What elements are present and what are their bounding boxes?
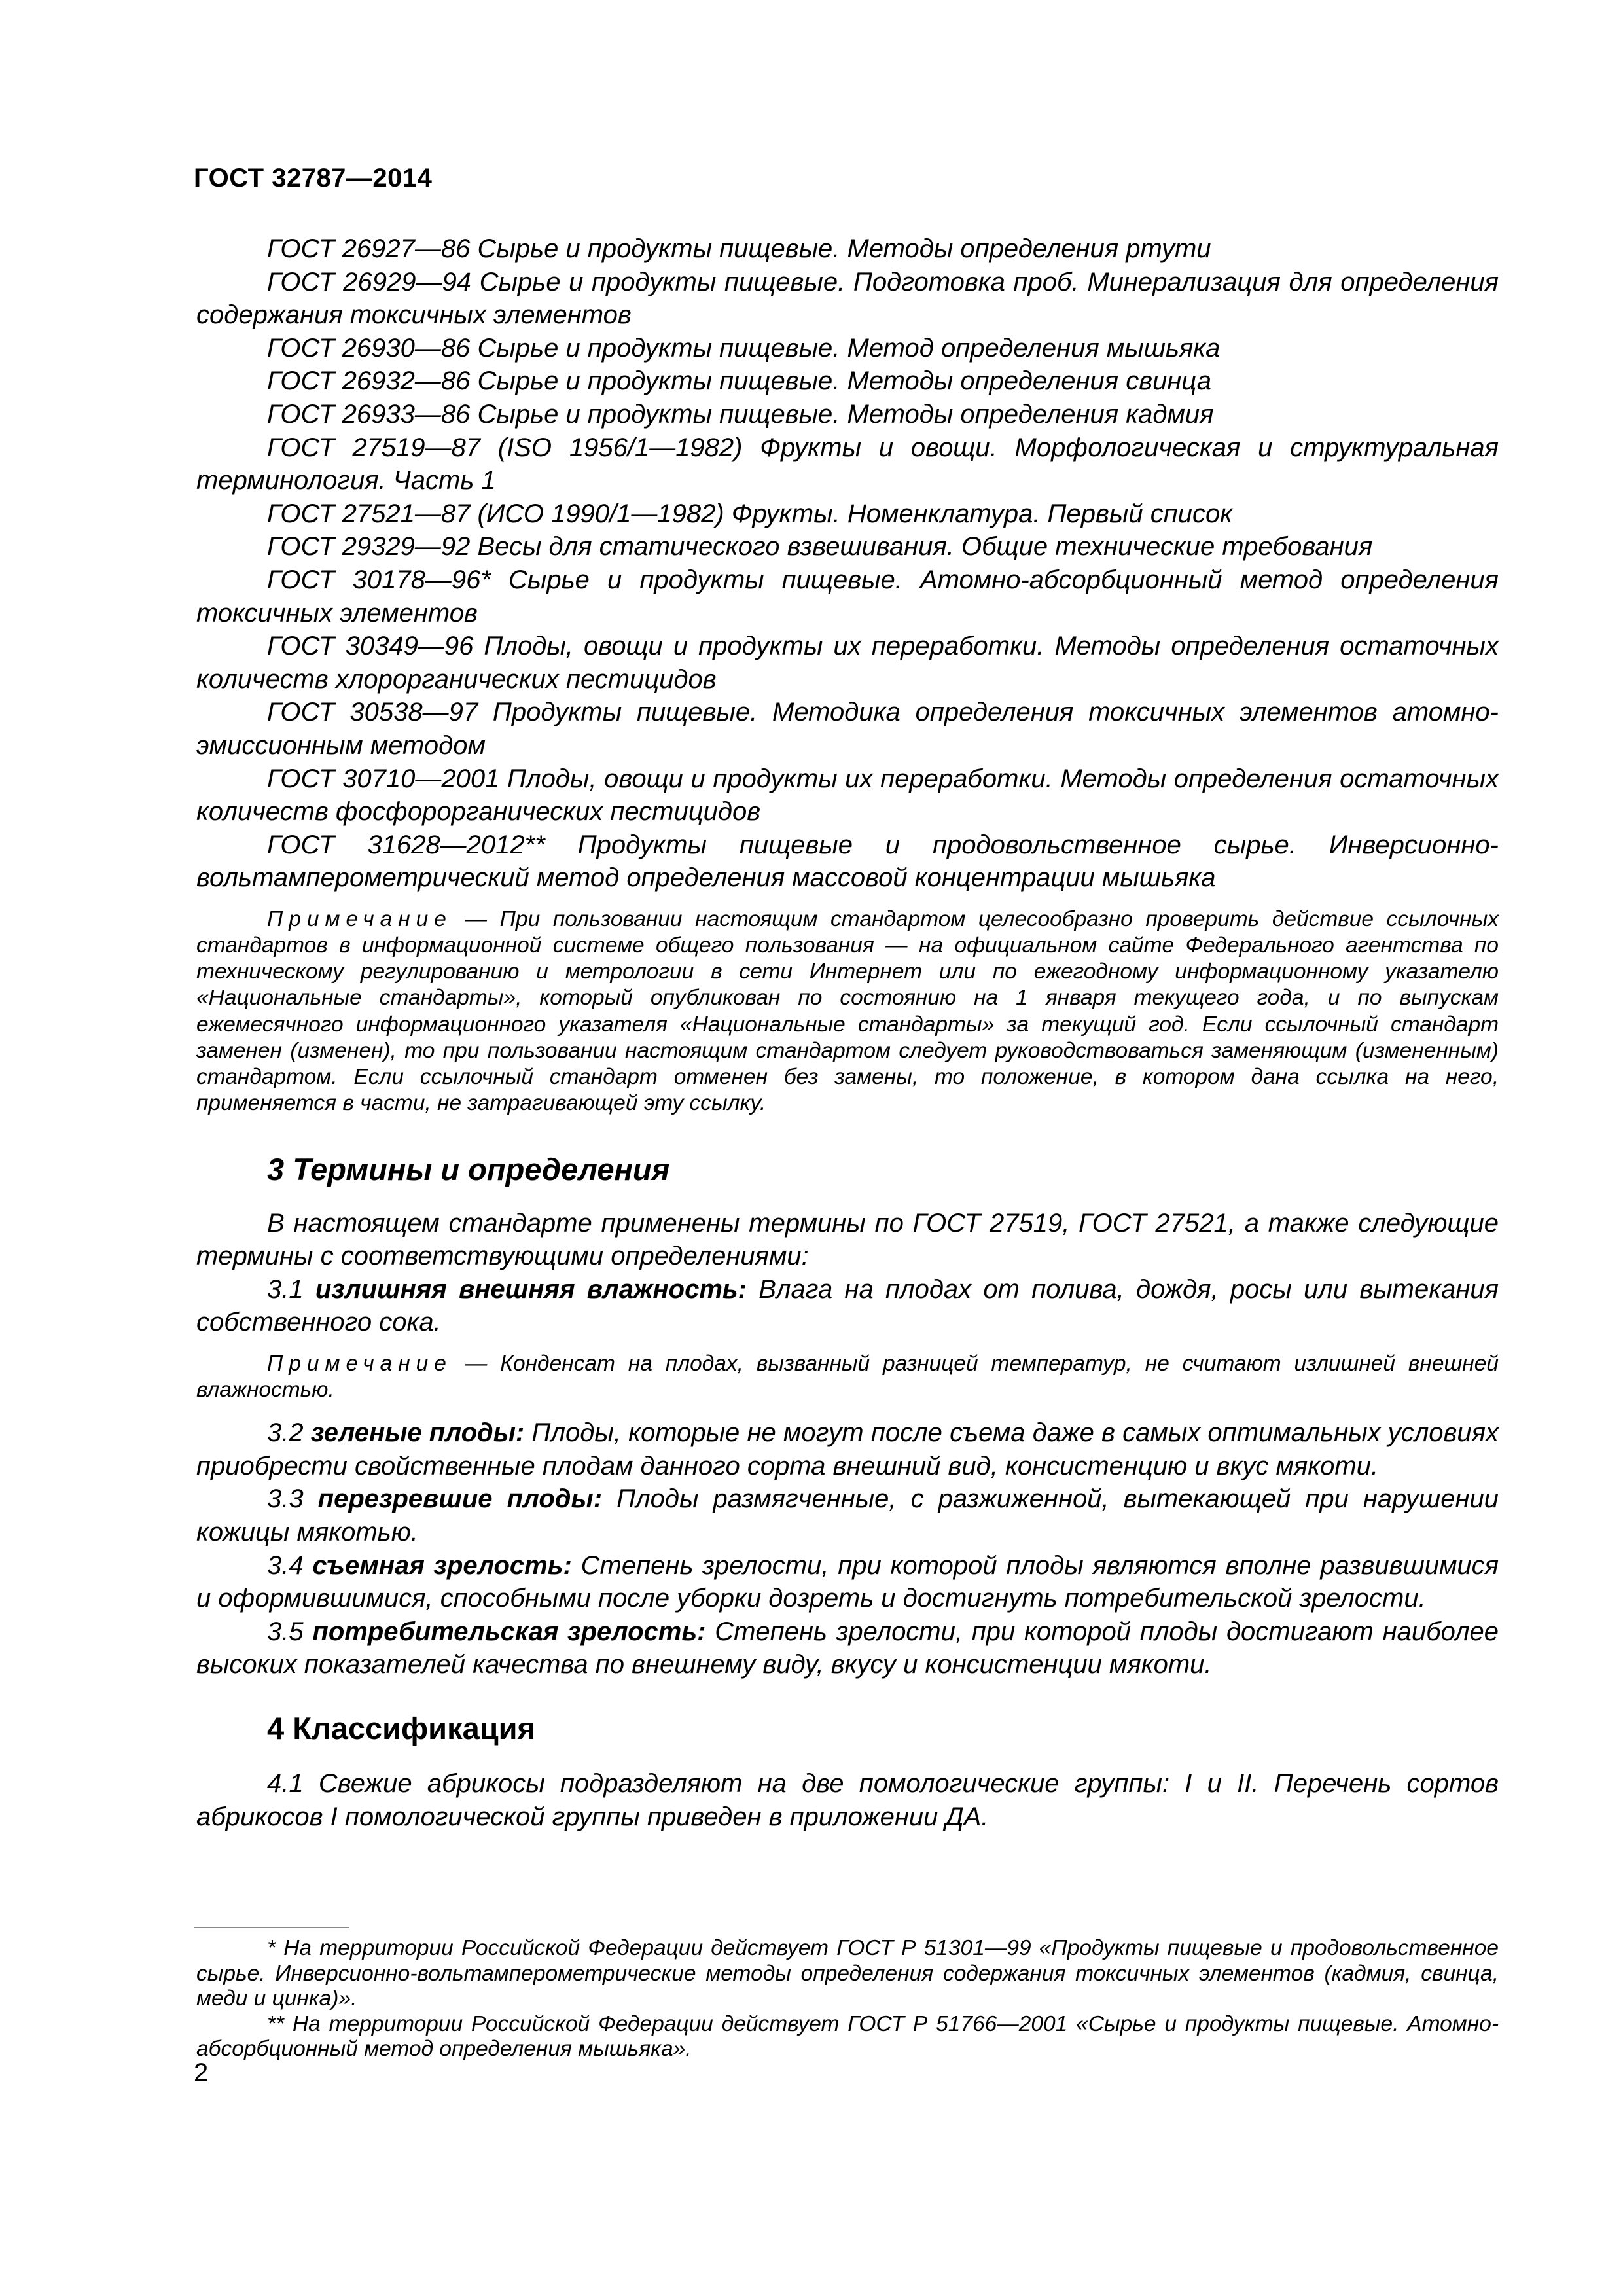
reference-item: ГОСТ 27521—87 (ИСО 1990/1—1982) Фрукты. Номенклатура. Первый список <box>267 499 1233 528</box>
footnotes <box>196 1936 1499 2062</box>
term-number: 3.1 <box>267 1274 315 1304</box>
reference-note <box>196 906 1499 1117</box>
reference-item: ГОСТ 30710—2001 Плоды, овощи и продукты их переработки. Методы определения остаточных количеств фосфорорганических пестицидов <box>196 764 1499 827</box>
term-item-3-4 <box>196 1549 1499 1615</box>
reference-item: ГОСТ 26927—86 Сырье и продукты пищевые. Методы определения ртути <box>267 234 1211 263</box>
term-name: излишняя внешняя влажность: <box>315 1274 747 1304</box>
reference-item: ГОСТ 26930—86 Сырье и продукты пищевые. Метод определения мышьяка <box>267 333 1221 363</box>
section-3-heading: 3 Термины и определения <box>267 1151 670 1187</box>
reference-item: ГОСТ 31628—2012** Продукты пищевые и продовольственное сырье. Инверсионно-вольтамперометрический метод определения массовой концентрации мышьяка <box>196 830 1499 893</box>
term-name: перезревшие плоды: <box>317 1484 603 1514</box>
term-definition: Плоды размягченные, с разжиженной, вытекающей при нарушении кожицы мякотью. <box>196 1484 1499 1547</box>
page-number: 2 <box>194 2058 209 2087</box>
term-item-3-2 <box>196 1416 1499 1482</box>
footnote-item: ** На территории Российской Федерации действует ГОСТ Р 51766—2001 «Сырье и продукты пищевые. Атомно-абсорбционный метод определения мышьяка». <box>196 2011 1499 2061</box>
term-number: 3.4 <box>267 1551 313 1580</box>
note-text: — При пользовании настоящим стандартом целесообразно проверить действие ссылочных стандартов в информационной системе общего пользования — на официальном сайте Федерального агентства по техническому регулированию и метрологии в сети Интернет или по ежегодному информационному указателю «Национальные стандарты», который опубликован по состоянию на 1 января текущего года, и по выпускам ежемесячного информационного указателя «Национальные стандарты» за текущий год. Если ссылочный стандарт заменен (изменен), то при пользовании настоящим стандартом следует руководствоваться заменяющим (измененным) стандартом. Если ссылочный стандарт отменен без замены, то положение, в котором дана ссылка на него, применяется в части, не затрагивающей эту ссылку. <box>196 906 1499 1116</box>
term-name: потребительская зрелость: <box>312 1617 706 1646</box>
document-body <box>196 232 1499 1833</box>
note-label: Примечание <box>267 1351 452 1376</box>
note-label: Примечание <box>267 906 452 931</box>
term-definition: Плоды, которые не могут после съема даже в самых оптимальных условиях приобрести свойственные плодам данного сорта внешний вид, консистенцию и вкус мякоти. <box>196 1418 1499 1480</box>
term-note <box>196 1351 1499 1403</box>
term-definition: Степень зрелости, при которой плоды достигают наиболее высоких показателей качества по внешнему виду, вкусу и консистенции мякоти. <box>196 1617 1499 1679</box>
section-4-paragraph: 4.1 Свежие абрикосы подразделяют на две помологические группы: I и II. Перечень сортов абрикосов I помологической группы приведен в приложении ДА. <box>196 1769 1499 1831</box>
note-text: — Конденсат на плодах, вызванный разницей температур, не считают излишней внешней влажностью. <box>196 1351 1499 1403</box>
term-definition: Степень зрелости, при которой плоды являются вполне развившимися и оформившимися, способными после уборки дозреть и достигнуть потребительской зрелости. <box>196 1551 1499 1613</box>
reference-item: ГОСТ 30178—96* Сырье и продукты пищевые. Атомно-абсорбционный метод определения токсичных элементов <box>196 565 1499 628</box>
footnote-separator <box>194 1927 349 1928</box>
section-3-intro: В настоящем стандарте применены термины по ГОСТ 27519, ГОСТ 27521, а также следующие термины с соответствующими определениями: <box>196 1208 1499 1271</box>
reference-item: ГОСТ 26933—86 Сырье и продукты пищевые. Методы определения кадмия <box>267 399 1214 429</box>
reference-item: ГОСТ 29329—92 Весы для статического взвешивания. Общие технические требования <box>267 532 1373 562</box>
footnote-item: * На территории Российской Федерации действует ГОСТ Р 51301—99 «Продукты пищевые и продовольственное сырье. Инверсионно-вольтамперометрические методы определения содержания токсичных элементов (кадмия, свинца, меди и цинка)». <box>196 1936 1499 2011</box>
reference-item: ГОСТ 30349—96 Плоды, овощи и продукты их переработки. Методы определения остаточных количеств хлорорганических пестицидов <box>196 632 1499 694</box>
reference-item: ГОСТ 30538—97 Продукты пищевые. Методика определения токсичных элементов атомно-эмиссионным методом <box>196 698 1499 760</box>
term-item-3-1 <box>196 1273 1499 1339</box>
term-item-3-5 <box>196 1615 1499 1681</box>
page-header-title: ГОСТ 32787—2014 <box>194 164 433 192</box>
term-number: 3.3 <box>267 1484 318 1514</box>
term-name: съемная зрелость: <box>312 1551 572 1580</box>
reference-item: ГОСТ 26929—94 Сырье и продукты пищевые. Подготовка проб. Минерализация для определения содержания токсичных элементов <box>196 267 1499 330</box>
term-item-3-3 <box>196 1482 1499 1549</box>
term-name: зеленые плоды: <box>310 1418 525 1448</box>
reference-item: ГОСТ 26932—86 Сырье и продукты пищевые. Методы определения свинца <box>267 367 1211 396</box>
term-number: 3.2 <box>267 1418 311 1448</box>
term-definition: Влага на плодах от полива, дождя, росы или вытекания собственного сока. <box>196 1274 1499 1337</box>
reference-item: ГОСТ 27519—87 (ISO 1956/1—1982) Фрукты и овощи. Морфологическая и структуральная терминология. Часть 1 <box>196 433 1499 495</box>
term-number: 3.5 <box>267 1617 313 1646</box>
section-4-heading: 4 Классификация <box>267 1711 535 1746</box>
